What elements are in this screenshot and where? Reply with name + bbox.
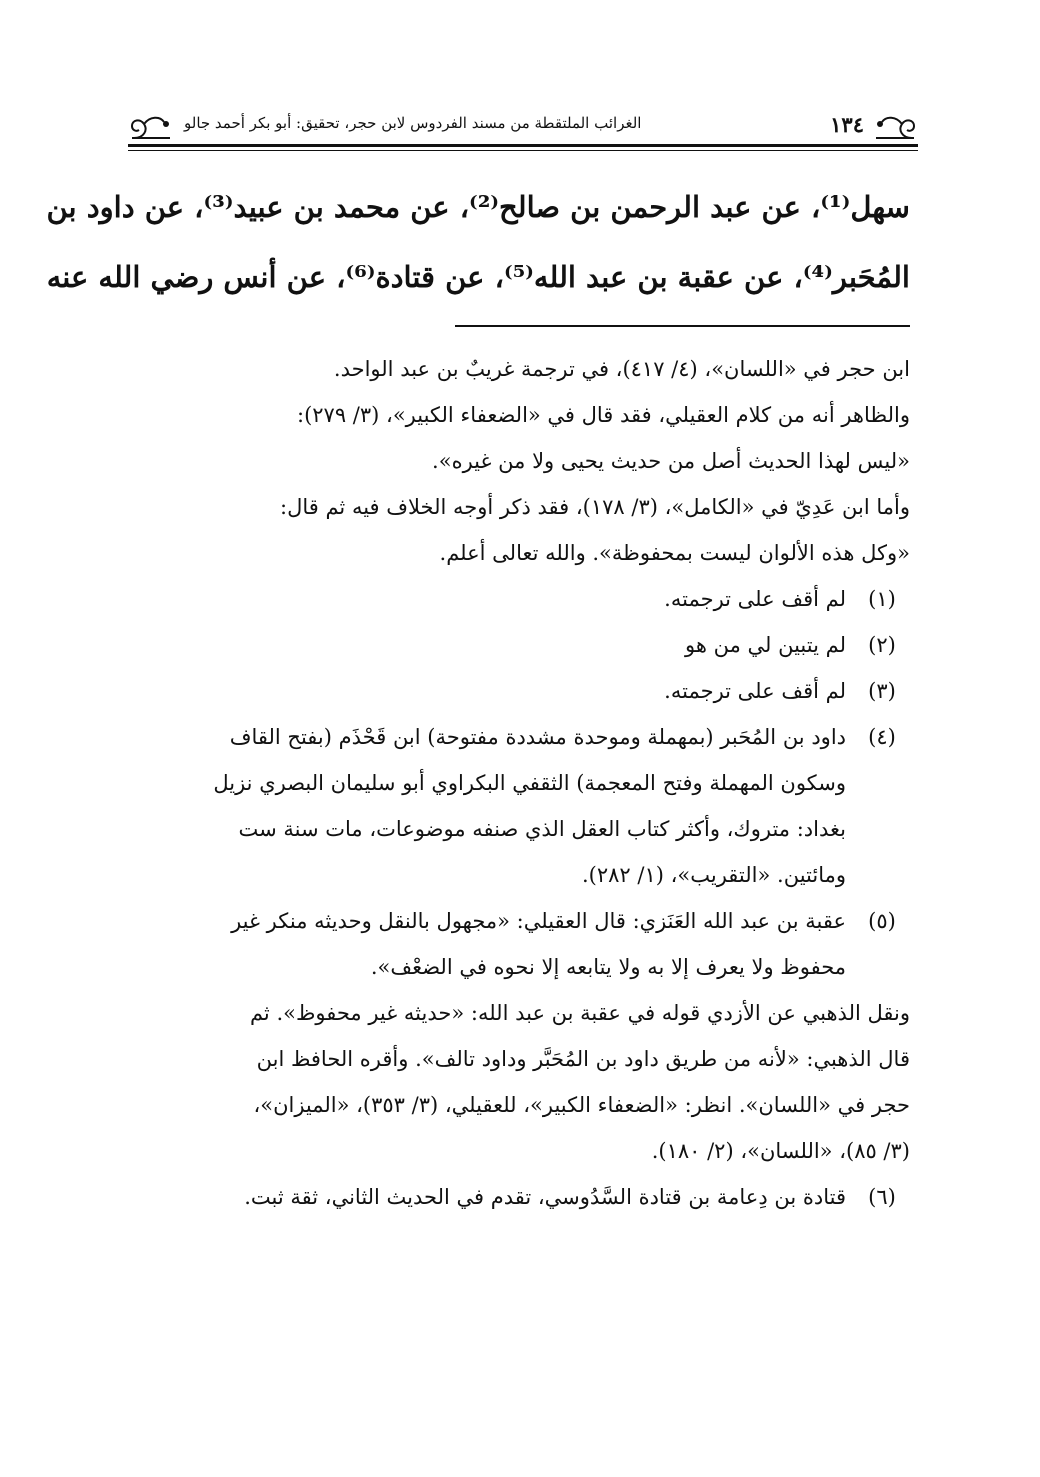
- note-line: قال الذهبي: «لأنه من طريق داود بن المُحَبَّر وداود تالف». وأقره الحافظ ابن: [256, 1047, 910, 1071]
- note-line: والظاهر أنه من كلام العقيلي، فقد قال في «الضعفاء الكبير»، (٣/ ٢٧٩):: [297, 403, 910, 427]
- note-line: قتادة بن دِعامة بن قتادة السَّدُوسي، تقدم في الحديث الثاني، ثقة ثبت.: [244, 1185, 846, 1209]
- note-line: «ليس لهذا الحديث أصل من حديث يحيى ولا من غيره».: [432, 449, 910, 473]
- note-line: بغداد: متروك، وأكثر كتاب العقل الذي صنفه موضوعات، مات سنة ست: [238, 817, 846, 841]
- page-header: [128, 100, 918, 160]
- footnote-6: [130, 1174, 910, 1220]
- main-text-line: المُحَبر⁽⁴⁾، عن عقبة بن عبد الله⁽⁵⁾، عن قتادة⁽⁶⁾، عن أنس رضي الله عنه: [46, 260, 910, 294]
- main-text-line: سهل⁽¹⁾، عن عبد الرحمن بن صالح⁽²⁾، عن محمد بن عبيد⁽³⁾، عن داود بن: [46, 190, 910, 224]
- footnote-4: [130, 714, 910, 898]
- footnote-separator: [455, 325, 910, 327]
- page-number: ١٣٤: [830, 112, 864, 137]
- note-line: لم أقف على ترجمته.: [664, 587, 846, 611]
- footnote-3: [130, 668, 910, 714]
- note-line: ابن حجر في «اللسان»، (٤/ ٤١٧)، في ترجمة غريبٌ بن عبد الواحد.: [333, 357, 910, 381]
- main-text: [46, 172, 910, 312]
- footnote-number: (٤): [868, 725, 896, 749]
- note-line: عقبة بن عبد الله العَنَزي: قال العقيلي: «مجهول بالنقل وحديثه منكر غير: [231, 909, 846, 933]
- footnote-number: (٦): [868, 1185, 896, 1209]
- footnote-5: [130, 898, 910, 990]
- note-line: ونقل الذهبي عن الأزدي قوله في عقبة بن عبد الله: «حديثه غير محفوظ». ثم: [249, 1001, 910, 1025]
- note-line: لم أقف على ترجمته.: [664, 679, 846, 703]
- footnotes: [130, 346, 910, 1220]
- header-rule: [128, 144, 918, 147]
- ornament-icon: [872, 108, 918, 146]
- footnote-1: [130, 576, 910, 622]
- note-line: وأما ابن عَدِيّ في «الكامل»، (٣/ ١٧٨)، فقد ذكر أوجه الخلاف فيه ثم قال:: [280, 495, 910, 519]
- running-title: الغرائب الملتقطة من مسند الفردوس لابن حجر، تحقيق: أبو بكر أحمد جالو: [184, 114, 642, 132]
- note-line: (٣/ ٨٥)، «اللسان»، (٢/ ١٨٠).: [651, 1139, 910, 1163]
- ornament-icon: [128, 108, 174, 146]
- footnote-number: (٥): [868, 909, 896, 933]
- footnote-number: (٣): [868, 679, 896, 703]
- note-line: داود بن المُحَبر (بمهملة وموحدة مشددة مفتوحة) ابن قَحْذَم (بفتح القاف: [229, 725, 846, 749]
- note-line: وسكون المهملة وفتح المعجمة) الثقفي البكراوي أبو سليمان البصري نزيل: [213, 771, 846, 795]
- footnote-number: (٢): [868, 633, 896, 657]
- header-rule-thin: [128, 150, 918, 151]
- note-line: لم يتبين لي من هو: [685, 633, 846, 657]
- note-line: ومائتين. «التقريب»، (١/ ٢٨٢).: [582, 863, 846, 887]
- note-line: حجر في «اللسان». انظر: «الضعفاء الكبير»، للعقيلي، (٣/ ٣٥٣)، «الميزان»،: [253, 1093, 910, 1117]
- footnote-number: (١): [868, 587, 896, 611]
- footnote-2: [130, 622, 910, 668]
- footnote-5-continuation: [130, 990, 910, 1174]
- note-line: محفوظ ولا يعرف إلا به ولا يتابعه إلا نحوه في الضعْف».: [370, 955, 846, 979]
- continuation-note: [130, 346, 910, 576]
- note-line: «وكل هذه الألوان ليست بمحفوظة». والله تعالى أعلم.: [439, 541, 910, 565]
